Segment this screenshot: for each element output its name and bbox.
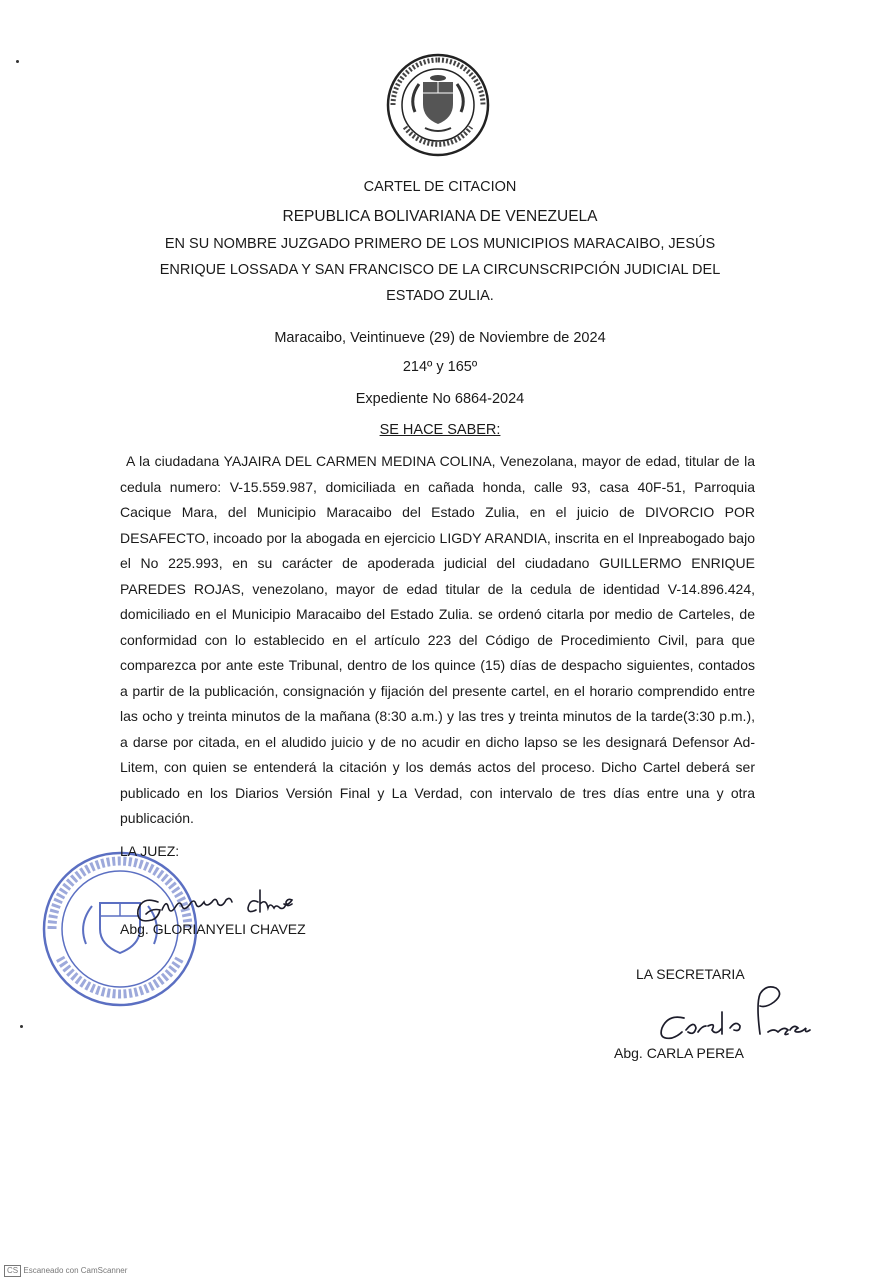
place-date: Maracaibo, Veintinueve (29) de Noviembre de 2024 <box>274 330 606 346</box>
camscanner-icon: CS <box>4 1265 21 1277</box>
years-line: 214º y 165º <box>402 359 478 375</box>
judge-label: LA JUEZ: <box>120 843 180 859</box>
secretary-name: Abg. CARLA PEREA <box>614 1045 744 1061</box>
secretary-label: LA SECRETARIA <box>636 966 745 982</box>
speck-mark <box>16 60 19 63</box>
judge-name: Abg. GLORIANYELI CHAVEZ <box>120 921 306 937</box>
tsj-seal-icon <box>385 52 491 158</box>
speck-mark <box>20 1025 23 1028</box>
secretary-signature-icon <box>650 982 820 1044</box>
document-title: CARTEL DE CITACION <box>363 179 517 195</box>
scanner-footer <box>0 1262 880 1280</box>
notice-heading: SE HACE SABER: <box>379 422 501 438</box>
court-heading: EN SU NOMBRE JUZGADO PRIMERO DE LOS MUNICIPIOS MARACAIBO, JESÚS ENRIQUE LOSSADA Y SAN FRANCISCO DE LA CIRCUNSCRIPCIÓN JUDICIAL DEL ESTADO ZULIA. <box>159 236 721 304</box>
citation-body: A la ciudadana YAJAIRA DEL CARMEN MEDINA COLINA, Venezolana, mayor de edad, titular de la cedula numero: V-15.559.987, domiciliada en cañada honda, calle 93, casa 40F-51, Parroquia Cacique Mara, del Municipio Maracaibo del Estado Zulia, en el juicio de DIVORCIO POR DESAFECTO, incoado por la abogada en ejercicio LIGDY ARANDIA, inscrita en el Inpreabogado bajo el No 225.993, en su carácter de apoderada judicial del ciudadano GUILLERMO ENRIQUE PAREDES ROJAS, venezolano, mayor de edad titular de la cedula de identidad V-14.896.424, domiciliado en el Municipio Maracaibo del Estado Zulia. se ordenó citarla por medio de Carteles, de conformidad con lo establecido en el artículo 223 del Código de Procedimiento Civil, para que comparezca por ante este Tribunal, dentro de los quince (15) días de despacho siguientes, contados a partir de la publicación, consignación y fijación del presente cartel, en el horario comprendido entre las ocho y treinta minutos de la mañana (8:30 a.m.) y las tres y treinta minutos de la tarde(3:30 p.m.), a darse por citada, en el aludido juicio y de no acudir en dicho lapso se les designará Defensor Ad-Litem, con quien se entenderá la citación y los demás actos del proceso. Dicho Cartel deberá ser publicado en los Diarios Versión Final y La Verdad, con intervalo de tres días entre una y otra publicación. <box>120 453 755 826</box>
case-number: Expediente No 6864-2024 <box>355 391 525 407</box>
republic-heading: REPUBLICA BOLIVARIANA DE VENEZUELA <box>282 208 598 225</box>
scanner-caption: Escaneado con CamScanner <box>23 1266 128 1275</box>
